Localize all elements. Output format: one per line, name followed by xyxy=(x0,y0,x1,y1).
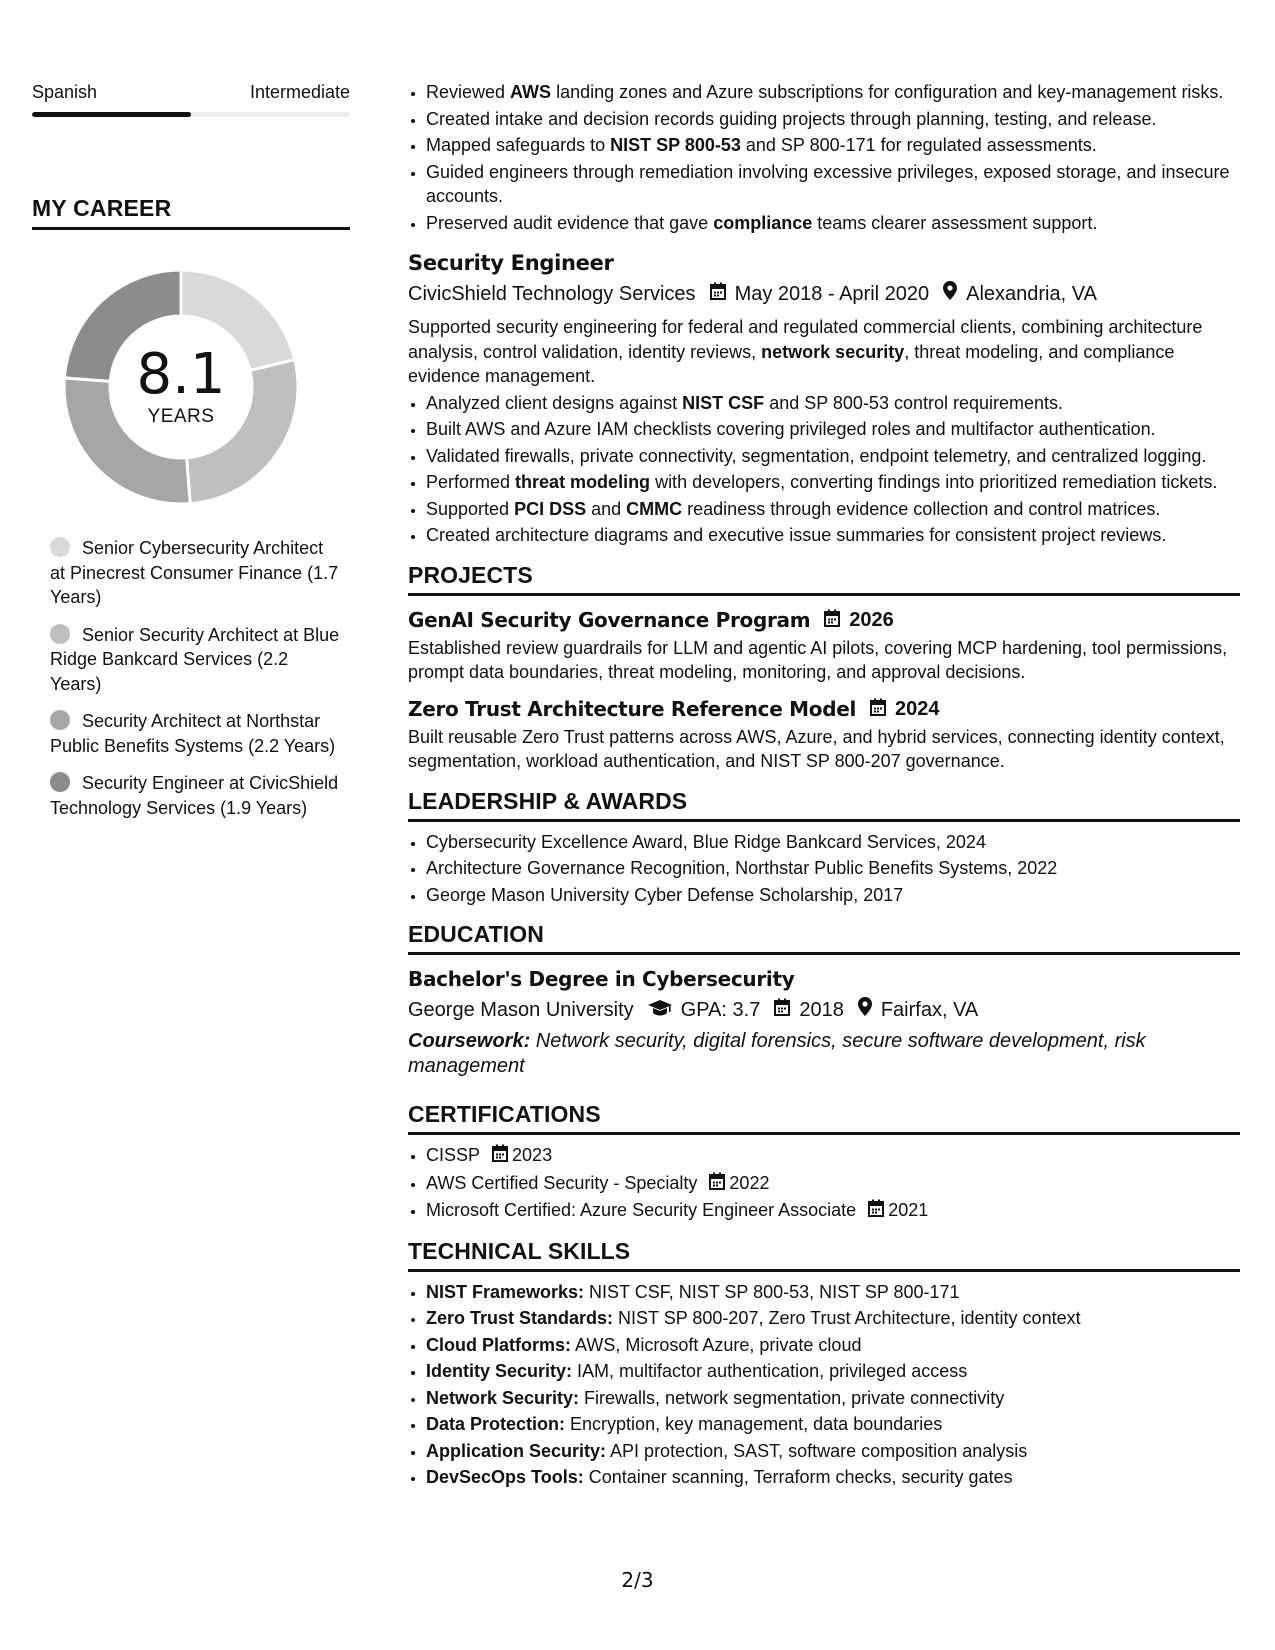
skill-label: NIST Frameworks: xyxy=(426,1281,585,1302)
bullet-bold: compliance xyxy=(713,212,813,233)
project-description: Established review guardrails for LLM and agentic AI pilots, covering MCP hardening, tool permissions, prompt data boundaries, threat modeling, monitoring, and approval decisions. xyxy=(408,637,1228,682)
right-column xyxy=(408,80,1240,1492)
language-level: Intermediate xyxy=(249,82,350,102)
language-proficiency-fill xyxy=(32,112,191,117)
awards-heading: LEADERSHIP & AWARDS xyxy=(408,788,1240,822)
list-item xyxy=(426,1198,1240,1224)
cert-year: 2021 xyxy=(888,1200,929,1220)
skill-value: NIST CSF, NIST SP 800-53, NIST SP 800-171 xyxy=(584,1281,960,1302)
calendar-icon xyxy=(710,279,726,309)
list-item xyxy=(426,1386,1240,1411)
graduation-cap-icon xyxy=(648,995,672,1025)
language-name: Spanish xyxy=(32,82,98,102)
project-title xyxy=(408,695,1240,723)
bullet-bold: AWS xyxy=(510,82,552,102)
list-item: • Performed threat modeling with developers, converting findings into prioritized remediation tickets. xyxy=(426,470,1240,495)
job-location: Alexandria, VA xyxy=(966,283,1097,305)
awards-list xyxy=(408,830,1240,908)
graduation-year: 2018 xyxy=(799,999,844,1021)
skills-heading: TECHNICAL SKILLS xyxy=(408,1238,1240,1272)
education-heading: EDUCATION xyxy=(408,921,1240,955)
bullet-bold: CMMC xyxy=(626,498,683,519)
calendar-icon xyxy=(774,995,790,1025)
career-legend xyxy=(50,536,340,820)
legend-dot xyxy=(50,710,70,730)
cert-name: CISSP xyxy=(426,1145,481,1165)
bullet-bold: threat modeling xyxy=(515,472,651,492)
project-name: GenAI Security Governance Program xyxy=(408,607,811,632)
legend-dot xyxy=(50,624,70,644)
calendar-icon xyxy=(709,1172,725,1197)
list-item: • Cybersecurity Excellence Award, Blue Ridge Bankcard Services, 2024 xyxy=(426,830,1240,855)
legend-label: Senior Security Architect at Blue Ridge Bankcard Services (2.2 Years) xyxy=(50,624,340,694)
summary-text: , threat modeling, and compliance evidence management. xyxy=(408,341,1175,386)
cert-year: 2022 xyxy=(729,1172,770,1193)
calendar-icon xyxy=(824,606,840,634)
certifications-list xyxy=(408,1143,1240,1224)
legend-item xyxy=(50,623,340,697)
calendar-icon xyxy=(868,1199,884,1224)
list-item xyxy=(426,1465,1240,1490)
skill-value: IAM, multifactor authentication, privileged access xyxy=(572,1361,968,1381)
career-total-unit: YEARS xyxy=(147,406,215,427)
skill-value: Container scanning, Terraform checks, security gates xyxy=(583,1467,1013,1487)
list-item: • Supported PCI DSS and CMMC readiness through evidence collection and control matrices. xyxy=(426,497,1240,522)
page-number: 2/3 xyxy=(621,1568,654,1592)
list-item xyxy=(426,1439,1240,1464)
coursework-label: Coursework: xyxy=(408,1030,531,1052)
skill-value: NIST SP 800-207, Zero Trust Architecture, identity context xyxy=(613,1308,1081,1328)
project-year: 2026 xyxy=(849,608,894,631)
bullet-bold: NIST CSF xyxy=(682,392,765,413)
list-item xyxy=(426,1171,1240,1197)
legend-item xyxy=(50,771,340,820)
list-item: • Created architecture diagrams and executive issue summaries for consistent project reviews. xyxy=(426,523,1240,548)
list-item xyxy=(426,1143,1240,1169)
projects-heading: PROJECTS xyxy=(408,562,1240,596)
skill-label: Identity Security: xyxy=(426,1361,573,1381)
legend-label: Security Engineer at CivicShield Technology Services (1.9 Years) xyxy=(50,773,339,818)
calendar-icon xyxy=(492,1144,508,1169)
school-name: George Mason University xyxy=(408,999,634,1021)
list-item: • Built AWS and Azure IAM checklists covering privileged roles and multifactor authentication. xyxy=(426,417,1240,442)
coursework xyxy=(408,1029,1240,1079)
project-description: Built reusable Zero Trust patterns across AWS, Azure, and hybrid services, connecting identity context, segmentation, workload authentication, and NIST SP 800-207 governance. xyxy=(408,726,1225,771)
legend-dot xyxy=(50,537,70,557)
list-item: • Created intake and decision records guiding projects through planning, testing, and release. xyxy=(426,107,1240,132)
cert-year: 2023 xyxy=(512,1145,553,1165)
cert-name: AWS Certified Security - Specialty xyxy=(426,1172,698,1193)
list-item: • George Mason University Cyber Defense Scholarship, 2017 xyxy=(426,883,1240,908)
list-item xyxy=(426,1359,1240,1384)
education-meta xyxy=(408,995,1240,1025)
left-column xyxy=(32,80,350,833)
certifications-heading: CERTIFICATIONS xyxy=(408,1101,1240,1135)
donut-center xyxy=(56,262,306,512)
career-heading: MY CAREER xyxy=(32,195,350,230)
previous-job-bullets xyxy=(408,80,1240,235)
list-item: • Analyzed client designs against NIST CSF and SP 800-53 control requirements. xyxy=(426,391,1240,416)
list-item: • Guided engineers through remediation involving excessive privileges, exposed storage, and insecure accounts. xyxy=(426,160,1240,209)
language-proficiency-bar xyxy=(32,112,350,117)
project-name: Zero Trust Architecture Reference Model xyxy=(408,696,857,721)
map-pin-icon xyxy=(943,279,957,309)
calendar-icon xyxy=(870,695,886,723)
coursework-text: Network security, digital forensics, secure software development, risk management xyxy=(408,1030,1146,1077)
skill-label: Cloud Platforms: xyxy=(426,1334,572,1355)
legend-item xyxy=(50,536,340,610)
job-company: CivicShield Technology Services xyxy=(408,283,696,305)
skill-label: DevSecOps Tools: xyxy=(426,1467,584,1487)
list-item: • Validated firewalls, private connectivity, segmentation, endpoint telemetry, and centralized logging. xyxy=(426,444,1240,469)
skill-value: Encryption, key management, data boundaries xyxy=(565,1414,943,1434)
cert-name: Microsoft Certified: Azure Security Engineer Associate xyxy=(426,1200,857,1220)
list-item xyxy=(426,1333,1240,1358)
career-donut-chart xyxy=(56,262,306,512)
skill-label: Zero Trust Standards: xyxy=(426,1308,614,1328)
gpa: GPA: 3.7 xyxy=(680,999,761,1021)
summary-text: Supported security engineering for federal and regulated commercial clients, combining architecture analysis, control validation, identity reviews, xyxy=(408,317,1203,362)
skill-value: API protection, SAST, software composition analysis xyxy=(606,1440,1028,1461)
degree-title: Bachelor's Degree in Cybersecurity xyxy=(408,967,795,991)
legend-dot xyxy=(50,772,70,792)
skill-value: AWS, Microsoft Azure, private cloud xyxy=(571,1334,862,1355)
skills-list xyxy=(408,1280,1240,1490)
summary-bold: network security xyxy=(761,341,905,362)
job-title: Security Engineer xyxy=(408,251,614,275)
project-year: 2024 xyxy=(895,697,940,720)
bullet-bold: PCI DSS xyxy=(514,498,587,519)
list-item: • Preserved audit evidence that gave compliance teams clearer assessment support. xyxy=(426,211,1240,236)
job-summary xyxy=(408,315,1240,389)
career-total-value: 8.1 xyxy=(136,342,226,407)
list-item xyxy=(426,1280,1240,1305)
legend-label: Security Architect at Northstar Public Benefits Systems (2.2 Years) xyxy=(50,711,336,756)
project-title xyxy=(408,606,1240,634)
job-dates: May 2018 - April 2020 xyxy=(734,283,930,305)
skill-label: Data Protection: xyxy=(426,1414,566,1434)
list-item: • Mapped safeguards to NIST SP 800-53 and SP 800-171 for regulated assessments. xyxy=(426,133,1240,158)
skill-value: Firewalls, network segmentation, private connectivity xyxy=(579,1387,1005,1408)
job-bullets xyxy=(408,391,1240,548)
school-location: Fairfax, VA xyxy=(880,999,979,1021)
skill-label: Application Security: xyxy=(426,1440,607,1461)
list-item xyxy=(426,1412,1240,1437)
language-row xyxy=(32,80,350,104)
legend-item xyxy=(50,709,340,758)
list-item: • Reviewed AWS landing zones and Azure subscriptions for configuration and key-management risks. xyxy=(426,80,1240,105)
list-item xyxy=(426,1306,1240,1331)
map-pin-icon xyxy=(858,995,872,1025)
bullet-bold: NIST SP 800-53 xyxy=(610,135,741,155)
skill-label: Network Security: xyxy=(426,1387,580,1408)
list-item: • Architecture Governance Recognition, Northstar Public Benefits Systems, 2022 xyxy=(426,856,1240,881)
projects-list xyxy=(408,606,1240,774)
legend-label: Senior Cybersecurity Architect at Pinecrest Consumer Finance (1.7 Years) xyxy=(50,538,339,607)
job-meta xyxy=(408,279,1240,309)
